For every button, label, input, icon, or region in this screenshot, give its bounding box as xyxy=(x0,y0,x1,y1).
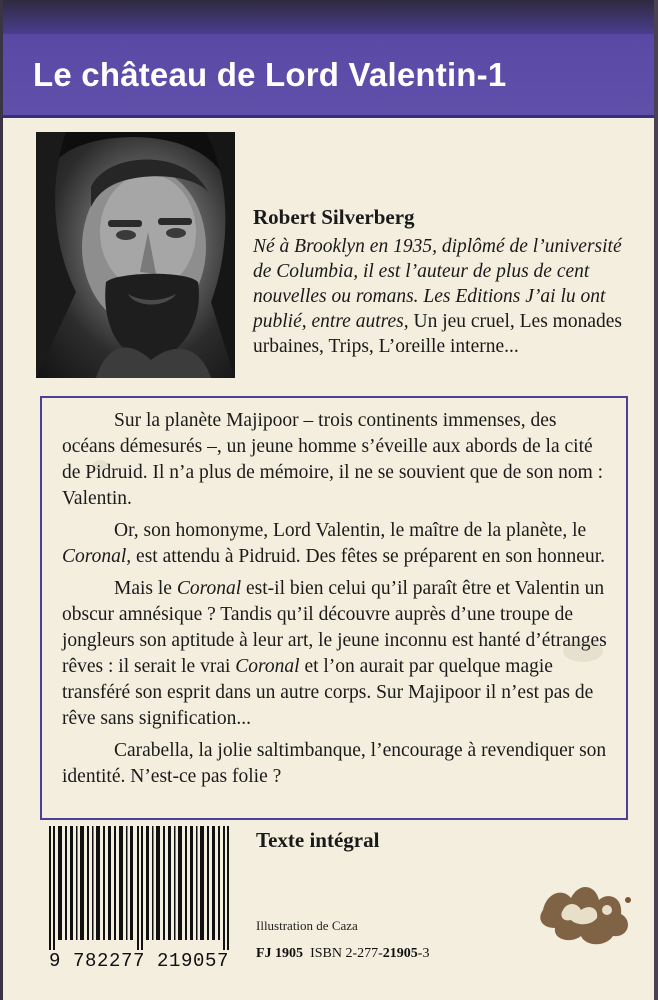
author-photo xyxy=(36,132,235,378)
synopsis-p3-text-b: est-il bien celui qu’il paraît être et Valentin un obscur amnésique ? Tandis qu’il découvre auprès d’une troupe de jongleurs son aptitude à leur art, le jeune inconnu est hanté d’étranges rêves : il serait le vrai xyxy=(62,578,607,677)
author-block xyxy=(253,205,643,359)
isbn-prefix: ISBN 2-277- xyxy=(310,946,383,961)
synopsis-box xyxy=(40,396,628,820)
author-bio xyxy=(253,234,643,359)
synopsis-p3-emphasis-1: Coronal xyxy=(176,578,242,599)
author-bio-text: Né à Brooklyn en 1935, diplômé de l’université de Columbia, il est l’auteur de plus de cent nouvelles ou romans. Les Editions J’ai lu ont publié, entre autres, xyxy=(253,236,622,332)
barcode xyxy=(39,826,239,976)
band-top-edge xyxy=(3,0,658,34)
paper-scuff xyxy=(93,460,107,470)
synopsis-p3-text-c: et l’on aurait par quelque magie transféré son esprit dans un autre corps. Sur Majipoor il n’est pas de rêve sans signification... xyxy=(62,656,594,729)
paper-damage-stain xyxy=(533,870,643,950)
synopsis-p3-text-a: Mais le xyxy=(114,578,177,599)
synopsis-p3-emphasis-2: Coronal xyxy=(235,656,300,677)
synopsis-paragraph-3 xyxy=(62,576,614,732)
synopsis-paragraph-1: Sur la planète Majipoor – trois continents immenses, des océans démesurés –, un jeune homme s’éveille aux abords de la cité de Pidruid. Il n’a plus de mémoire, il ne se souvient que de son nom : Valentin. xyxy=(62,410,604,509)
synopsis-p2-emphasis: Coronal, xyxy=(62,546,132,567)
barcode-bars xyxy=(47,826,235,950)
synopsis-paragraph-2 xyxy=(62,518,614,570)
illustration-credit: Illustration de Caza xyxy=(256,918,358,933)
synopsis-paragraph-4: Carabella, la jolie saltimbanque, l’encourage à revendiquer son identité. N’est-ce pas folie ? xyxy=(62,740,607,787)
author-portrait-image xyxy=(36,132,235,378)
synopsis-p2-text-a: Or, son homonyme, Lord Valentin, le maître de la planète, le xyxy=(114,520,587,541)
author-bio-titles: Un jeu cruel, Les monades urbaines, Trips, L’oreille interne... xyxy=(253,311,622,357)
isbn-suffix: -3 xyxy=(417,946,430,961)
catalog-line xyxy=(256,946,429,962)
paper-scuff xyxy=(563,640,603,662)
barcode-digits: 9 782277 219057 xyxy=(48,950,230,972)
book-title: Le château de Lord Valentin-1 xyxy=(33,56,507,93)
texte-integral-label: Texte intégral xyxy=(256,828,380,852)
synopsis-p2-text-b: est attendu à Pidruid. Des fêtes se préparent en son honneur. xyxy=(131,546,605,567)
isbn-bold-part: 21905 xyxy=(382,946,418,961)
title-band xyxy=(3,0,658,118)
catalog-code: FJ 1905 xyxy=(256,946,304,961)
author-name: Robert Silverberg xyxy=(253,205,415,229)
